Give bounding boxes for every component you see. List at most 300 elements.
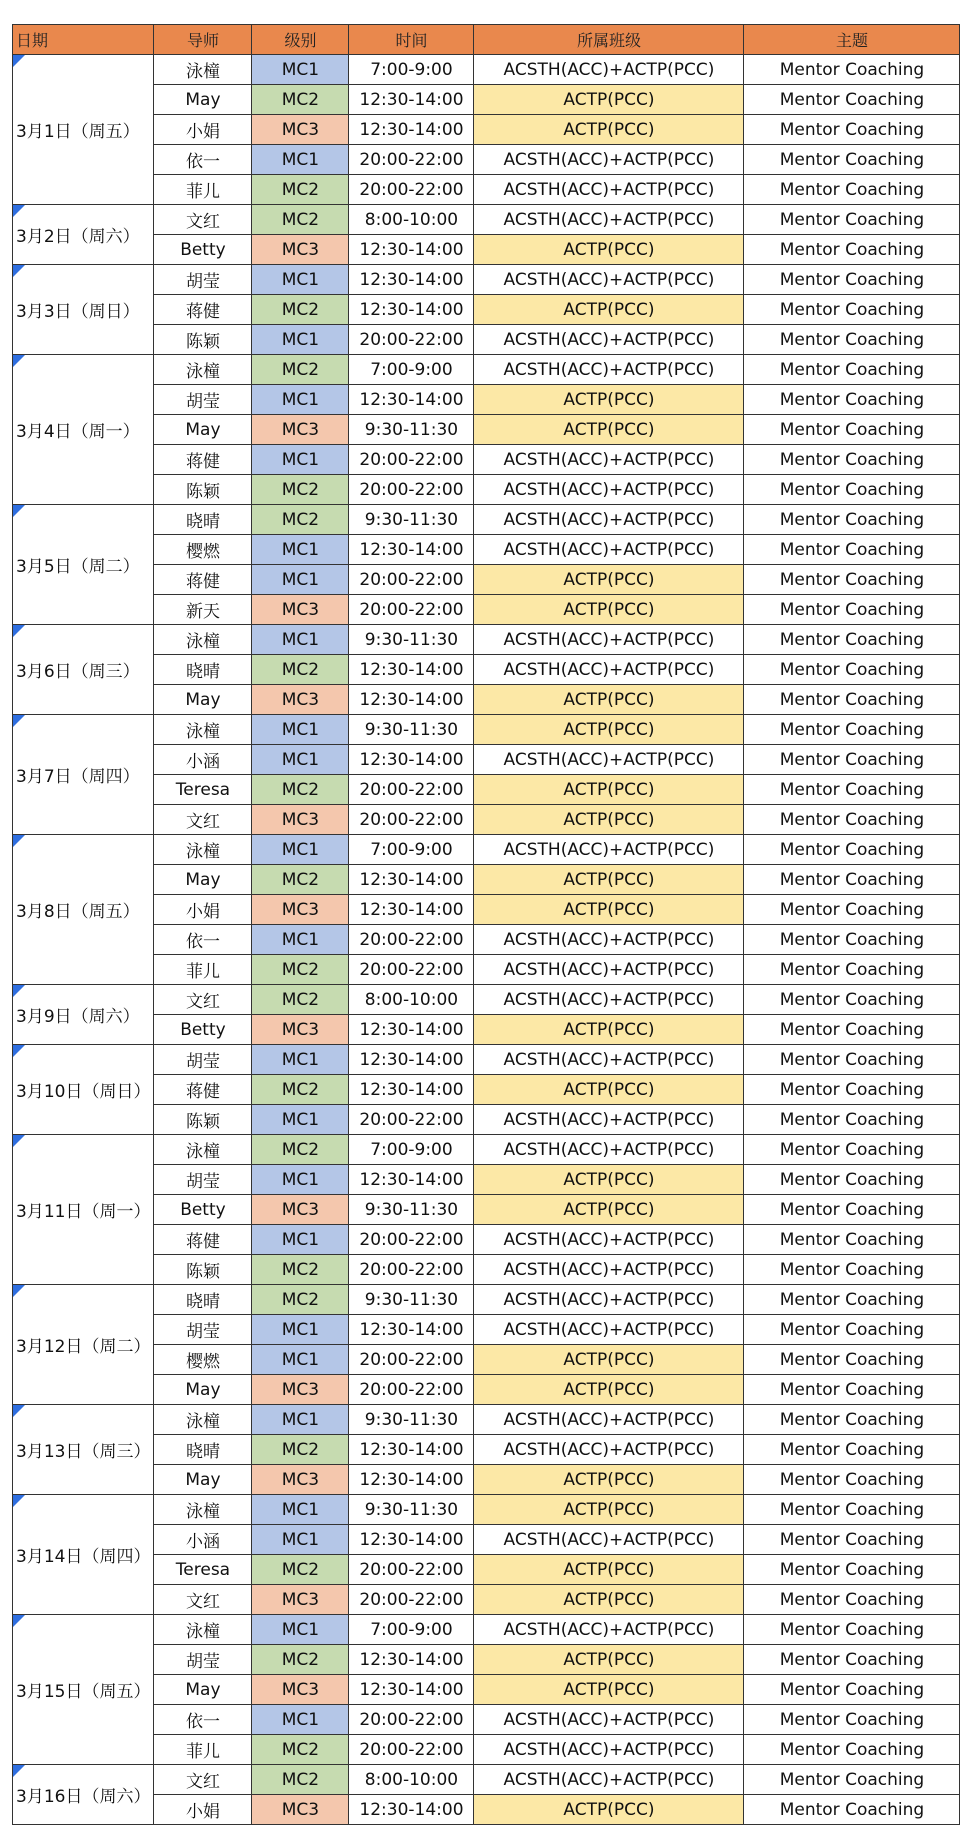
- level-cell[interactable]: MC1: [252, 745, 349, 775]
- time-cell[interactable]: 20:00-22:00: [349, 445, 474, 475]
- mentor-cell[interactable]: 泳橦: [154, 1615, 252, 1645]
- comment-marker-icon[interactable]: [13, 1135, 25, 1147]
- mentor-cell[interactable]: May: [154, 1465, 252, 1495]
- time-cell[interactable]: 12:30-14:00: [349, 1645, 474, 1675]
- comment-marker-icon[interactable]: [13, 715, 25, 727]
- time-cell[interactable]: 12:30-14:00: [349, 1075, 474, 1105]
- level-cell[interactable]: MC2: [252, 1435, 349, 1465]
- class-cell[interactable]: ACSTH(ACC)+ACTP(PCC): [474, 445, 744, 475]
- class-cell[interactable]: ACSTH(ACC)+ACTP(PCC): [474, 475, 744, 505]
- time-cell[interactable]: 12:30-14:00: [349, 895, 474, 925]
- time-cell[interactable]: 12:30-14:00: [349, 1795, 474, 1825]
- topic-cell[interactable]: Mentor Coaching: [744, 685, 960, 715]
- mentor-cell[interactable]: 小娟: [154, 895, 252, 925]
- comment-marker-icon[interactable]: [13, 1405, 25, 1417]
- mentor-cell[interactable]: 陈颖: [154, 475, 252, 505]
- time-cell[interactable]: 7:00-9:00: [349, 355, 474, 385]
- topic-cell[interactable]: Mentor Coaching: [744, 1255, 960, 1285]
- class-cell[interactable]: ACSTH(ACC)+ACTP(PCC): [474, 175, 744, 205]
- level-cell[interactable]: MC2: [252, 175, 349, 205]
- class-cell[interactable]: ACSTH(ACC)+ACTP(PCC): [474, 55, 744, 85]
- level-cell[interactable]: MC1: [252, 1705, 349, 1735]
- date-cell[interactable]: [13, 265, 154, 355]
- level-cell[interactable]: MC1: [252, 55, 349, 85]
- level-cell[interactable]: MC2: [252, 1075, 349, 1105]
- mentor-cell[interactable]: 胡莹: [154, 265, 252, 295]
- level-cell[interactable]: MC2: [252, 1255, 349, 1285]
- mentor-cell[interactable]: Betty: [154, 1195, 252, 1225]
- mentor-cell[interactable]: 樱燃: [154, 535, 252, 565]
- class-cell[interactable]: ACTP(PCC): [474, 565, 744, 595]
- topic-cell[interactable]: Mentor Coaching: [744, 805, 960, 835]
- topic-cell[interactable]: Mentor Coaching: [744, 775, 960, 805]
- time-cell[interactable]: 12:30-14:00: [349, 115, 474, 145]
- time-cell[interactable]: 20:00-22:00: [349, 475, 474, 505]
- level-cell[interactable]: MC2: [252, 1555, 349, 1585]
- level-cell[interactable]: MC2: [252, 85, 349, 115]
- topic-cell[interactable]: Mentor Coaching: [744, 355, 960, 385]
- level-cell[interactable]: MC1: [252, 625, 349, 655]
- topic-cell[interactable]: Mentor Coaching: [744, 1795, 960, 1825]
- header-class[interactable]: 所属班级: [474, 25, 744, 55]
- topic-cell[interactable]: Mentor Coaching: [744, 595, 960, 625]
- time-cell[interactable]: 9:30-11:30: [349, 1285, 474, 1315]
- class-cell[interactable]: ACTP(PCC): [474, 1015, 744, 1045]
- mentor-cell[interactable]: 胡莹: [154, 1315, 252, 1345]
- mentor-cell[interactable]: 泳橦: [154, 1405, 252, 1435]
- topic-cell[interactable]: Mentor Coaching: [744, 835, 960, 865]
- topic-cell[interactable]: Mentor Coaching: [744, 475, 960, 505]
- topic-cell[interactable]: Mentor Coaching: [744, 745, 960, 775]
- level-cell[interactable]: MC1: [252, 325, 349, 355]
- mentor-cell[interactable]: Betty: [154, 235, 252, 265]
- comment-marker-icon[interactable]: [13, 1615, 25, 1627]
- topic-cell[interactable]: Mentor Coaching: [744, 235, 960, 265]
- level-cell[interactable]: MC2: [252, 1135, 349, 1165]
- time-cell[interactable]: 20:00-22:00: [349, 175, 474, 205]
- level-cell[interactable]: MC1: [252, 1105, 349, 1135]
- header-level[interactable]: 级别: [252, 25, 349, 55]
- class-cell[interactable]: ACSTH(ACC)+ACTP(PCC): [474, 925, 744, 955]
- topic-cell[interactable]: Mentor Coaching: [744, 175, 960, 205]
- class-cell[interactable]: ACSTH(ACC)+ACTP(PCC): [474, 835, 744, 865]
- comment-marker-icon[interactable]: [13, 1285, 25, 1297]
- class-cell[interactable]: ACSTH(ACC)+ACTP(PCC): [474, 625, 744, 655]
- time-cell[interactable]: 20:00-22:00: [349, 805, 474, 835]
- level-cell[interactable]: MC3: [252, 235, 349, 265]
- class-cell[interactable]: ACTP(PCC): [474, 1675, 744, 1705]
- topic-cell[interactable]: Mentor Coaching: [744, 205, 960, 235]
- mentor-cell[interactable]: May: [154, 685, 252, 715]
- time-cell[interactable]: 20:00-22:00: [349, 1105, 474, 1135]
- comment-marker-icon[interactable]: [13, 55, 25, 67]
- comment-marker-icon[interactable]: [13, 1045, 25, 1057]
- class-cell[interactable]: ACSTH(ACC)+ACTP(PCC): [474, 745, 744, 775]
- time-cell[interactable]: 9:30-11:30: [349, 625, 474, 655]
- mentor-cell[interactable]: 依一: [154, 925, 252, 955]
- class-cell[interactable]: ACSTH(ACC)+ACTP(PCC): [474, 505, 744, 535]
- topic-cell[interactable]: Mentor Coaching: [744, 1345, 960, 1375]
- date-cell[interactable]: [13, 985, 154, 1045]
- level-cell[interactable]: MC3: [252, 685, 349, 715]
- time-cell[interactable]: 12:30-14:00: [349, 685, 474, 715]
- time-cell[interactable]: 9:30-11:30: [349, 505, 474, 535]
- class-cell[interactable]: ACSTH(ACC)+ACTP(PCC): [474, 1615, 744, 1645]
- comment-marker-icon[interactable]: [13, 265, 25, 277]
- time-cell[interactable]: 20:00-22:00: [349, 775, 474, 805]
- time-cell[interactable]: 8:00-10:00: [349, 205, 474, 235]
- date-cell[interactable]: [13, 1405, 154, 1495]
- mentor-cell[interactable]: 菲儿: [154, 175, 252, 205]
- topic-cell[interactable]: Mentor Coaching: [744, 1705, 960, 1735]
- mentor-cell[interactable]: 文红: [154, 1765, 252, 1795]
- topic-cell[interactable]: Mentor Coaching: [744, 265, 960, 295]
- topic-cell[interactable]: Mentor Coaching: [744, 655, 960, 685]
- class-cell[interactable]: ACTP(PCC): [474, 715, 744, 745]
- level-cell[interactable]: MC3: [252, 895, 349, 925]
- level-cell[interactable]: MC1: [252, 535, 349, 565]
- mentor-cell[interactable]: 蒋健: [154, 1225, 252, 1255]
- level-cell[interactable]: MC3: [252, 1585, 349, 1615]
- mentor-cell[interactable]: 小涵: [154, 745, 252, 775]
- comment-marker-icon[interactable]: [13, 625, 25, 637]
- topic-cell[interactable]: Mentor Coaching: [744, 1045, 960, 1075]
- level-cell[interactable]: MC3: [252, 115, 349, 145]
- class-cell[interactable]: ACTP(PCC): [474, 1795, 744, 1825]
- topic-cell[interactable]: Mentor Coaching: [744, 985, 960, 1015]
- time-cell[interactable]: 9:30-11:30: [349, 1195, 474, 1225]
- topic-cell[interactable]: Mentor Coaching: [744, 505, 960, 535]
- class-cell[interactable]: ACTP(PCC): [474, 1555, 744, 1585]
- date-cell[interactable]: [13, 1135, 154, 1285]
- level-cell[interactable]: MC2: [252, 1765, 349, 1795]
- time-cell[interactable]: 12:30-14:00: [349, 865, 474, 895]
- mentor-cell[interactable]: Betty: [154, 1015, 252, 1045]
- time-cell[interactable]: 12:30-14:00: [349, 265, 474, 295]
- time-cell[interactable]: 12:30-14:00: [349, 385, 474, 415]
- mentor-cell[interactable]: 胡莹: [154, 1165, 252, 1195]
- header-date[interactable]: 日期: [13, 25, 154, 55]
- time-cell[interactable]: 12:30-14:00: [349, 1015, 474, 1045]
- class-cell[interactable]: ACSTH(ACC)+ACTP(PCC): [474, 1705, 744, 1735]
- mentor-cell[interactable]: 樱燃: [154, 1345, 252, 1375]
- topic-cell[interactable]: Mentor Coaching: [744, 1765, 960, 1795]
- class-cell[interactable]: ACTP(PCC): [474, 1195, 744, 1225]
- time-cell[interactable]: 9:30-11:30: [349, 715, 474, 745]
- time-cell[interactable]: 7:00-9:00: [349, 1135, 474, 1165]
- date-cell[interactable]: [13, 355, 154, 505]
- time-cell[interactable]: 20:00-22:00: [349, 1375, 474, 1405]
- class-cell[interactable]: ACTP(PCC): [474, 295, 744, 325]
- class-cell[interactable]: ACSTH(ACC)+ACTP(PCC): [474, 205, 744, 235]
- date-cell[interactable]: [13, 625, 154, 715]
- comment-marker-icon[interactable]: [13, 355, 25, 367]
- level-cell[interactable]: MC1: [252, 1495, 349, 1525]
- header-time[interactable]: 时间: [349, 25, 474, 55]
- level-cell[interactable]: MC1: [252, 145, 349, 175]
- time-cell[interactable]: 20:00-22:00: [349, 1255, 474, 1285]
- mentor-cell[interactable]: 泳橦: [154, 1135, 252, 1165]
- level-cell[interactable]: MC3: [252, 805, 349, 835]
- mentor-cell[interactable]: 泳橦: [154, 835, 252, 865]
- topic-cell[interactable]: Mentor Coaching: [744, 625, 960, 655]
- level-cell[interactable]: MC3: [252, 1795, 349, 1825]
- class-cell[interactable]: ACTP(PCC): [474, 685, 744, 715]
- date-cell[interactable]: [13, 715, 154, 835]
- time-cell[interactable]: 20:00-22:00: [349, 1735, 474, 1765]
- topic-cell[interactable]: Mentor Coaching: [744, 1645, 960, 1675]
- mentor-cell[interactable]: 文红: [154, 205, 252, 235]
- level-cell[interactable]: MC1: [252, 835, 349, 865]
- time-cell[interactable]: 12:30-14:00: [349, 1045, 474, 1075]
- date-cell[interactable]: [13, 1615, 154, 1765]
- mentor-cell[interactable]: Teresa: [154, 775, 252, 805]
- date-cell[interactable]: [13, 1495, 154, 1615]
- mentor-cell[interactable]: 泳橦: [154, 625, 252, 655]
- class-cell[interactable]: ACTP(PCC): [474, 1495, 744, 1525]
- class-cell[interactable]: ACSTH(ACC)+ACTP(PCC): [474, 535, 744, 565]
- class-cell[interactable]: ACSTH(ACC)+ACTP(PCC): [474, 1045, 744, 1075]
- mentor-cell[interactable]: May: [154, 865, 252, 895]
- comment-marker-icon[interactable]: [13, 835, 25, 847]
- level-cell[interactable]: MC1: [252, 925, 349, 955]
- level-cell[interactable]: MC1: [252, 1405, 349, 1435]
- topic-cell[interactable]: Mentor Coaching: [744, 295, 960, 325]
- mentor-cell[interactable]: 胡莹: [154, 385, 252, 415]
- level-cell[interactable]: MC1: [252, 715, 349, 745]
- topic-cell[interactable]: Mentor Coaching: [744, 385, 960, 415]
- mentor-cell[interactable]: 泳橦: [154, 715, 252, 745]
- level-cell[interactable]: MC3: [252, 1015, 349, 1045]
- time-cell[interactable]: 20:00-22:00: [349, 1555, 474, 1585]
- mentor-cell[interactable]: 泳橦: [154, 1495, 252, 1525]
- class-cell[interactable]: ACSTH(ACC)+ACTP(PCC): [474, 1255, 744, 1285]
- topic-cell[interactable]: Mentor Coaching: [744, 1195, 960, 1225]
- mentor-cell[interactable]: 胡莹: [154, 1645, 252, 1675]
- level-cell[interactable]: MC2: [252, 955, 349, 985]
- mentor-cell[interactable]: 小涵: [154, 1525, 252, 1555]
- class-cell[interactable]: ACTP(PCC): [474, 805, 744, 835]
- time-cell[interactable]: 12:30-14:00: [349, 535, 474, 565]
- class-cell[interactable]: ACTP(PCC): [474, 775, 744, 805]
- level-cell[interactable]: MC2: [252, 295, 349, 325]
- time-cell[interactable]: 8:00-10:00: [349, 1765, 474, 1795]
- topic-cell[interactable]: Mentor Coaching: [744, 1615, 960, 1645]
- time-cell[interactable]: 12:30-14:00: [349, 1315, 474, 1345]
- mentor-cell[interactable]: 文红: [154, 805, 252, 835]
- time-cell[interactable]: 9:30-11:30: [349, 1405, 474, 1435]
- time-cell[interactable]: 12:30-14:00: [349, 1675, 474, 1705]
- topic-cell[interactable]: Mentor Coaching: [744, 145, 960, 175]
- topic-cell[interactable]: Mentor Coaching: [744, 715, 960, 745]
- mentor-cell[interactable]: 晓晴: [154, 655, 252, 685]
- date-cell[interactable]: [13, 55, 154, 205]
- level-cell[interactable]: MC1: [252, 265, 349, 295]
- mentor-cell[interactable]: 蒋健: [154, 295, 252, 325]
- time-cell[interactable]: 20:00-22:00: [349, 1705, 474, 1735]
- class-cell[interactable]: ACTP(PCC): [474, 595, 744, 625]
- mentor-cell[interactable]: May: [154, 415, 252, 445]
- topic-cell[interactable]: Mentor Coaching: [744, 1105, 960, 1135]
- class-cell[interactable]: ACTP(PCC): [474, 865, 744, 895]
- topic-cell[interactable]: Mentor Coaching: [744, 1015, 960, 1045]
- class-cell[interactable]: ACTP(PCC): [474, 1465, 744, 1495]
- topic-cell[interactable]: Mentor Coaching: [744, 1465, 960, 1495]
- mentor-cell[interactable]: 陈颖: [154, 325, 252, 355]
- topic-cell[interactable]: Mentor Coaching: [744, 1585, 960, 1615]
- comment-marker-icon[interactable]: [13, 985, 25, 997]
- time-cell[interactable]: 20:00-22:00: [349, 1225, 474, 1255]
- comment-marker-icon[interactable]: [13, 205, 25, 217]
- mentor-cell[interactable]: 晓晴: [154, 1285, 252, 1315]
- level-cell[interactable]: MC2: [252, 475, 349, 505]
- class-cell[interactable]: ACSTH(ACC)+ACTP(PCC): [474, 955, 744, 985]
- topic-cell[interactable]: Mentor Coaching: [744, 325, 960, 355]
- class-cell[interactable]: ACTP(PCC): [474, 1165, 744, 1195]
- mentor-cell[interactable]: 陈颖: [154, 1105, 252, 1135]
- level-cell[interactable]: MC2: [252, 1645, 349, 1675]
- mentor-cell[interactable]: May: [154, 1375, 252, 1405]
- class-cell[interactable]: ACTP(PCC): [474, 385, 744, 415]
- class-cell[interactable]: ACSTH(ACC)+ACTP(PCC): [474, 985, 744, 1015]
- topic-cell[interactable]: Mentor Coaching: [744, 1165, 960, 1195]
- mentor-cell[interactable]: 晓晴: [154, 1435, 252, 1465]
- time-cell[interactable]: 20:00-22:00: [349, 925, 474, 955]
- class-cell[interactable]: ACSTH(ACC)+ACTP(PCC): [474, 1105, 744, 1135]
- level-cell[interactable]: MC1: [252, 385, 349, 415]
- class-cell[interactable]: ACSTH(ACC)+ACTP(PCC): [474, 265, 744, 295]
- mentor-cell[interactable]: 晓晴: [154, 505, 252, 535]
- topic-cell[interactable]: Mentor Coaching: [744, 1405, 960, 1435]
- header-mentor[interactable]: 导师: [154, 25, 252, 55]
- date-cell[interactable]: [13, 1285, 154, 1405]
- level-cell[interactable]: MC2: [252, 775, 349, 805]
- class-cell[interactable]: ACSTH(ACC)+ACTP(PCC): [474, 325, 744, 355]
- topic-cell[interactable]: Mentor Coaching: [744, 895, 960, 925]
- topic-cell[interactable]: Mentor Coaching: [744, 85, 960, 115]
- topic-cell[interactable]: Mentor Coaching: [744, 115, 960, 145]
- level-cell[interactable]: MC3: [252, 595, 349, 625]
- level-cell[interactable]: MC3: [252, 1195, 349, 1225]
- date-cell[interactable]: [13, 505, 154, 625]
- date-cell[interactable]: [13, 835, 154, 985]
- time-cell[interactable]: 12:30-14:00: [349, 235, 474, 265]
- class-cell[interactable]: ACSTH(ACC)+ACTP(PCC): [474, 1225, 744, 1255]
- class-cell[interactable]: ACTP(PCC): [474, 235, 744, 265]
- level-cell[interactable]: MC2: [252, 1735, 349, 1765]
- mentor-cell[interactable]: 依一: [154, 145, 252, 175]
- time-cell[interactable]: 20:00-22:00: [349, 595, 474, 625]
- mentor-cell[interactable]: 小娟: [154, 115, 252, 145]
- class-cell[interactable]: ACSTH(ACC)+ACTP(PCC): [474, 1405, 744, 1435]
- class-cell[interactable]: ACSTH(ACC)+ACTP(PCC): [474, 1735, 744, 1765]
- time-cell[interactable]: 20:00-22:00: [349, 145, 474, 175]
- level-cell[interactable]: MC1: [252, 565, 349, 595]
- comment-marker-icon[interactable]: [13, 1495, 25, 1507]
- mentor-cell[interactable]: 菲儿: [154, 955, 252, 985]
- comment-marker-icon[interactable]: [13, 505, 25, 517]
- topic-cell[interactable]: Mentor Coaching: [744, 1555, 960, 1585]
- mentor-cell[interactable]: 文红: [154, 1585, 252, 1615]
- class-cell[interactable]: ACSTH(ACC)+ACTP(PCC): [474, 1525, 744, 1555]
- topic-cell[interactable]: Mentor Coaching: [744, 1225, 960, 1255]
- level-cell[interactable]: MC2: [252, 865, 349, 895]
- time-cell[interactable]: 12:30-14:00: [349, 745, 474, 775]
- level-cell[interactable]: MC2: [252, 985, 349, 1015]
- mentor-cell[interactable]: May: [154, 85, 252, 115]
- level-cell[interactable]: MC1: [252, 1165, 349, 1195]
- level-cell[interactable]: MC2: [252, 355, 349, 385]
- level-cell[interactable]: MC3: [252, 1675, 349, 1705]
- time-cell[interactable]: 20:00-22:00: [349, 1585, 474, 1615]
- time-cell[interactable]: 8:00-10:00: [349, 985, 474, 1015]
- time-cell[interactable]: 12:30-14:00: [349, 655, 474, 685]
- topic-cell[interactable]: Mentor Coaching: [744, 1435, 960, 1465]
- time-cell[interactable]: 12:30-14:00: [349, 1465, 474, 1495]
- mentor-cell[interactable]: 文红: [154, 985, 252, 1015]
- topic-cell[interactable]: Mentor Coaching: [744, 1315, 960, 1345]
- time-cell[interactable]: 20:00-22:00: [349, 325, 474, 355]
- level-cell[interactable]: MC2: [252, 205, 349, 235]
- topic-cell[interactable]: Mentor Coaching: [744, 865, 960, 895]
- topic-cell[interactable]: Mentor Coaching: [744, 55, 960, 85]
- topic-cell[interactable]: Mentor Coaching: [744, 1075, 960, 1105]
- topic-cell[interactable]: Mentor Coaching: [744, 1285, 960, 1315]
- topic-cell[interactable]: Mentor Coaching: [744, 535, 960, 565]
- time-cell[interactable]: 7:00-9:00: [349, 835, 474, 865]
- date-cell[interactable]: [13, 205, 154, 265]
- time-cell[interactable]: 7:00-9:00: [349, 55, 474, 85]
- level-cell[interactable]: MC1: [252, 1615, 349, 1645]
- time-cell[interactable]: 7:00-9:00: [349, 1615, 474, 1645]
- mentor-cell[interactable]: 蒋健: [154, 1075, 252, 1105]
- level-cell[interactable]: MC1: [252, 1045, 349, 1075]
- class-cell[interactable]: ACTP(PCC): [474, 85, 744, 115]
- level-cell[interactable]: MC2: [252, 1285, 349, 1315]
- class-cell[interactable]: ACSTH(ACC)+ACTP(PCC): [474, 1285, 744, 1315]
- class-cell[interactable]: ACSTH(ACC)+ACTP(PCC): [474, 1435, 744, 1465]
- level-cell[interactable]: MC1: [252, 1345, 349, 1375]
- topic-cell[interactable]: Mentor Coaching: [744, 1495, 960, 1525]
- class-cell[interactable]: ACTP(PCC): [474, 1375, 744, 1405]
- mentor-cell[interactable]: 菲儿: [154, 1735, 252, 1765]
- mentor-cell[interactable]: 蒋健: [154, 565, 252, 595]
- mentor-cell[interactable]: May: [154, 1675, 252, 1705]
- mentor-cell[interactable]: 陈颖: [154, 1255, 252, 1285]
- level-cell[interactable]: MC1: [252, 445, 349, 475]
- class-cell[interactable]: ACSTH(ACC)+ACTP(PCC): [474, 145, 744, 175]
- level-cell[interactable]: MC1: [252, 1525, 349, 1555]
- topic-cell[interactable]: Mentor Coaching: [744, 925, 960, 955]
- class-cell[interactable]: ACSTH(ACC)+ACTP(PCC): [474, 1765, 744, 1795]
- class-cell[interactable]: ACSTH(ACC)+ACTP(PCC): [474, 655, 744, 685]
- topic-cell[interactable]: Mentor Coaching: [744, 445, 960, 475]
- time-cell[interactable]: 20:00-22:00: [349, 565, 474, 595]
- level-cell[interactable]: MC1: [252, 1315, 349, 1345]
- class-cell[interactable]: ACTP(PCC): [474, 1645, 744, 1675]
- mentor-cell[interactable]: 依一: [154, 1705, 252, 1735]
- class-cell[interactable]: ACTP(PCC): [474, 1585, 744, 1615]
- topic-cell[interactable]: Mentor Coaching: [744, 1735, 960, 1765]
- topic-cell[interactable]: Mentor Coaching: [744, 1135, 960, 1165]
- time-cell[interactable]: 12:30-14:00: [349, 295, 474, 325]
- topic-cell[interactable]: Mentor Coaching: [744, 565, 960, 595]
- level-cell[interactable]: MC2: [252, 505, 349, 535]
- mentor-cell[interactable]: 泳橦: [154, 55, 252, 85]
- date-cell[interactable]: [13, 1765, 154, 1825]
- time-cell[interactable]: 12:30-14:00: [349, 1165, 474, 1195]
- class-cell[interactable]: ACSTH(ACC)+ACTP(PCC): [474, 1315, 744, 1345]
